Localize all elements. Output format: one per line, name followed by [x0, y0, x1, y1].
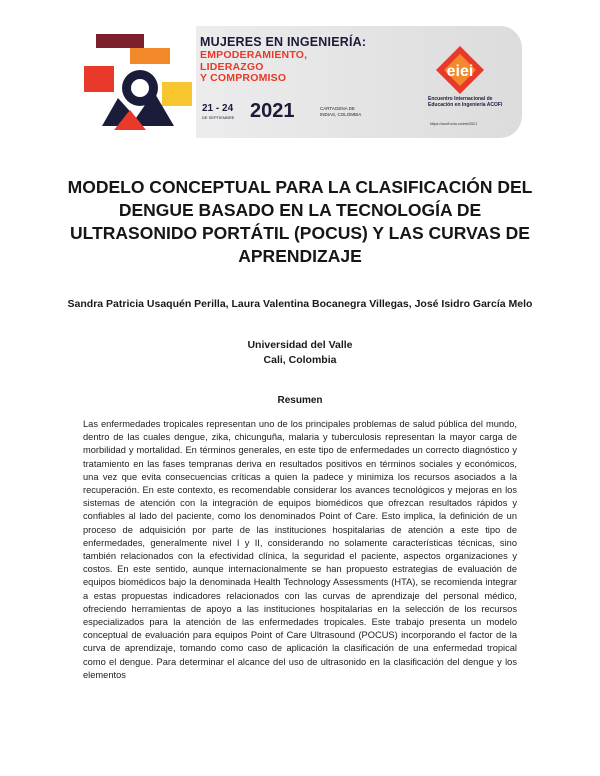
paper-title: MODELO CONCEPTUAL PARA LA CLASIFICACIÓN DEL DENGUE BASADO EN LA TECNOLOGÍA DE ULTRASONIDO PORTÁTIL (POCUS) Y LAS CURVAS DE APRENDIZAJE — [67, 177, 533, 266]
affiliation-city: Cali, Colombia — [263, 354, 337, 366]
event-url[interactable]: https://acofi.edu.co/eiei2021 — [430, 122, 478, 126]
conference-banner — [78, 26, 522, 138]
event-city: CARTAGENA DE INDIAS, COLOMBIA — [320, 106, 362, 117]
affiliation-university: Universidad del Valle — [247, 339, 353, 351]
event-month: DE SEPTIEMBRE — [202, 115, 235, 120]
logo-caption: Encuentro Internacional de Educación en Ingeniería ACOFI — [428, 96, 503, 108]
abstract-heading: Resumen — [277, 395, 323, 406]
event-subtitle — [200, 50, 370, 85]
paper-authors: Sandra Patricia Usaquén Perilla, Laura Valentina Bocanegra Villegas, José Isidro García Melo — [67, 298, 533, 310]
event-year: 2021 — [250, 100, 295, 122]
abstract-body: Las enfermedades tropicales representan uno de los principales problemas de salud pública del mundo, dentro de las cuales dengue, zika, chicunguña, malaria y tuberculosis representan la mayor carga de morbilidad y mortalidad. En términos generales, en este tipo de enfermedades un correcto diagnóstico y tratamiento en las fases tempranas deriva en resultados positivos en términos sociales y económicos, una vez que evita consecuencias críticas a quien la padece y minimiza los recursos asociados a la recuperación. En este contexto, es recomendable considerar los avances tecnológicos y mejoras en los sistemas de atención con la integración de equipos biomédicos que ofrezcan resultados rápidos y confiables al lado del paciente, como los denominados Point of Care. Esto implica, la definición de un proceso de adquisición por parte de las instituciones hospitalarias de atención a este tipo de enfermedades, generalmente nivel I y II, considerando no solamente características técnicas, sino también relacionados con la efectividad clínica, la seguridad el paciente, aspectos organizaciones y costos. En este sentido, aunque internacionalmente se han propuesto estrategias de evaluación de equipos biomédicos bajo la denominada Health Technology Assessments (HTA), se recomienda integrar a estas propuestas indicadores relacionados con las curvas de aprendizaje del personal médico, ofreciendo herramientas de apoyo a las instituciones hospitalarias en la selección de los recursos especializados para la atención de las enfermedades tropicales. Este trabajo presenta un modelo conceptual de evaluación para equipos Point of Care Ultrasound (POCUS) incorporando el factor de la curva de aprendizaje, tomando como caso de aplicación la clasificación de una enfermedad tropical como el dengue. Para determinar el alcance del uso de ultrasonido en la clasificación del dengue y los elementos — [83, 419, 517, 680]
paper-affiliation — [60, 338, 540, 368]
logo-text: eiei — [446, 63, 474, 80]
eiei-logo-icon — [408, 40, 512, 130]
event-dates: 21 - 24 — [202, 103, 234, 114]
event-title: MUJERES EN INGENIERÍA: — [200, 35, 367, 49]
event-subtitle-line1: EMPODERAMIENTO, LIDERAZGO — [200, 49, 308, 73]
conference-logo-graphic — [78, 26, 196, 138]
event-subtitle-line2: Y COMPROMISO — [200, 72, 287, 84]
